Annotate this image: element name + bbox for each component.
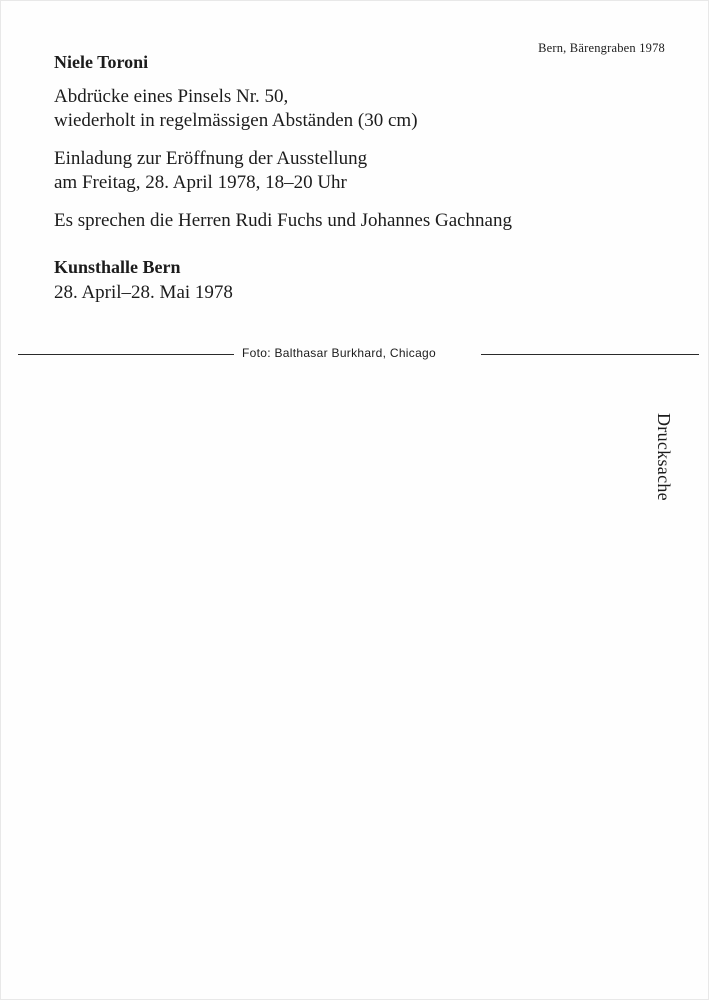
speakers-line: Es sprechen die Herren Rudi Fuchs und Johannes Gachnang bbox=[54, 210, 512, 231]
photo-credit: Foto: Balthasar Burkhard, Chicago bbox=[242, 346, 436, 360]
exhibition-dates: 28. April–28. Mai 1978 bbox=[54, 282, 233, 303]
divider-left bbox=[18, 354, 234, 355]
invitation-line-1: Einladung zur Eröffnung der Ausstellung bbox=[54, 148, 368, 169]
postal-mark: Drucksache bbox=[654, 413, 674, 501]
place-date: Bern, Bärengraben 1978 bbox=[538, 41, 665, 55]
invitation-line-2: am Freitag, 28. April 1978, 18–20 Uhr bbox=[54, 172, 347, 193]
work-line-1: Abdrücke eines Pinsels Nr. 50, bbox=[54, 86, 289, 107]
venue-name: Kunsthalle Bern bbox=[54, 257, 181, 277]
work-line-2: wiederholt in regelmässigen Abständen (30 cm) bbox=[54, 110, 418, 131]
divider-right bbox=[481, 354, 699, 355]
work-description bbox=[54, 85, 418, 133]
invitation-text bbox=[54, 147, 367, 195]
artist-name: Niele Toroni bbox=[54, 52, 149, 72]
speakers-text bbox=[54, 209, 512, 233]
